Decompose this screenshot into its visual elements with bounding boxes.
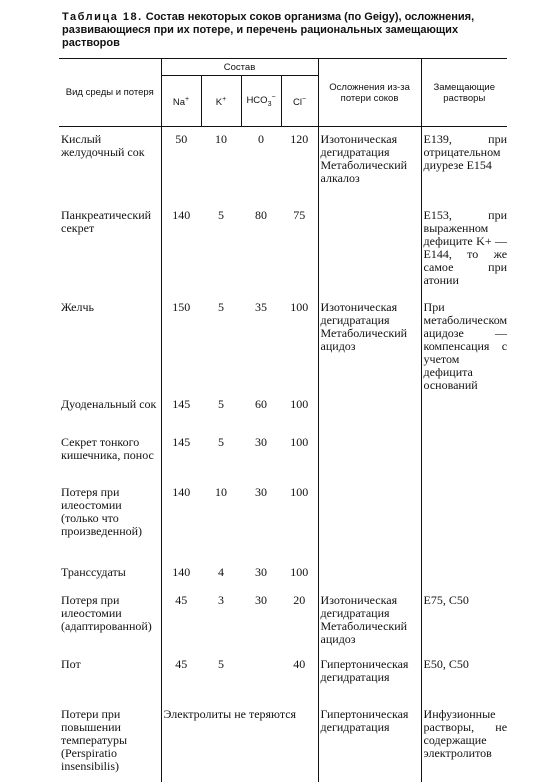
cell-hco3: 30 bbox=[255, 434, 267, 449]
cell-hco3 bbox=[241, 652, 281, 702]
cell-complications bbox=[318, 203, 421, 295]
header-solutions: Замещающие растворы bbox=[421, 59, 507, 127]
cell-merged-composition: Электролиты не теряются bbox=[161, 702, 318, 782]
cell-hco3: 0 bbox=[258, 132, 264, 146]
cell-na: 145 bbox=[172, 396, 191, 411]
header-k: K+ bbox=[201, 76, 241, 127]
header-na: Na+ bbox=[161, 76, 201, 127]
cell-hco3: 35 bbox=[255, 299, 267, 314]
header-hco3: $HCO_3^-$ bbox=[241, 76, 281, 127]
header-cl: Cl− bbox=[281, 76, 318, 127]
cell-complications: Изотоническая дегидратация Метаболический ацидоз bbox=[318, 588, 421, 652]
cell-complications bbox=[318, 560, 421, 588]
cell-complications bbox=[318, 480, 421, 560]
cell-solutions bbox=[421, 392, 507, 430]
cell-cl: 75 bbox=[281, 203, 318, 295]
row-name: Дуоденальный сок bbox=[59, 392, 161, 430]
cell-na: 140 bbox=[172, 564, 191, 579]
cell-k: 4 bbox=[218, 564, 224, 579]
cell-cl: 120 bbox=[281, 127, 318, 203]
cell-k: 5 bbox=[218, 207, 224, 222]
cell-solutions bbox=[421, 560, 507, 588]
row-name: Потери при повышении температуры (Perspiratio insensibilis) bbox=[59, 702, 161, 782]
cell-na: 145 bbox=[172, 434, 191, 449]
cell-solutions: E139, при отрицательном диурезе E154 bbox=[423, 132, 508, 172]
table-row bbox=[59, 588, 507, 652]
row-name: Транссудаты bbox=[59, 560, 161, 588]
cell-cl: 40 bbox=[281, 652, 318, 702]
table-caption bbox=[62, 11, 502, 50]
cell-solutions: Инфузионные растворы, не содержащие электролитов bbox=[423, 706, 508, 760]
cell-complications bbox=[318, 430, 421, 480]
cell-na: 45 bbox=[175, 592, 188, 607]
table-row bbox=[59, 392, 507, 430]
table-row bbox=[59, 702, 507, 782]
cell-cl: 100 bbox=[281, 480, 318, 560]
cell-na: 45 bbox=[175, 656, 188, 671]
cell-solutions: E153, при выраженном дефиците K+ — E144, то же самое при атонии bbox=[423, 207, 508, 287]
table-row bbox=[59, 480, 507, 560]
header-row-top bbox=[59, 59, 507, 76]
row-name: Секрет тонкого кишечника, понос bbox=[59, 430, 161, 480]
cell-hco3: 30 bbox=[255, 592, 267, 607]
table-row bbox=[59, 203, 507, 295]
cell-cl: 100 bbox=[281, 295, 318, 392]
row-name: Кислый желудочный сок bbox=[59, 127, 161, 203]
caption-text: Состав некоторых соков организма (по Geigy), осложнения, развивающиеся при их потере, и перечень рациональных замещающих растворов bbox=[62, 11, 475, 49]
cell-k: 5 bbox=[218, 299, 224, 314]
cell-k: 5 bbox=[218, 434, 224, 449]
row-name: Панкреатический секрет bbox=[59, 203, 161, 295]
cell-complications: Изотоническая дегидратация Метаболический алкалоз bbox=[318, 127, 421, 203]
header-composition: Состав bbox=[161, 59, 318, 76]
row-name: Потеря при илеостомии (адаптированной) bbox=[59, 588, 161, 652]
cell-k: 5 bbox=[218, 656, 224, 671]
header-complications: Осложнения из-за потери соков bbox=[318, 59, 421, 127]
row-name: Желчь bbox=[59, 295, 161, 392]
cell-hco3: 80 bbox=[255, 207, 267, 222]
cell-complications: Гипертоническая дегидратация bbox=[318, 652, 421, 702]
cell-k: 5 bbox=[218, 396, 224, 411]
cell-complications: Изотоническая дегидратация Метаболический ацидоз bbox=[318, 295, 421, 392]
cell-cl: 100 bbox=[281, 430, 318, 480]
cell-k: 10 bbox=[215, 484, 227, 499]
cell-solutions bbox=[421, 480, 507, 560]
row-name: Пот bbox=[59, 652, 161, 702]
cell-na: 150 bbox=[172, 299, 191, 314]
cell-k: 3 bbox=[218, 592, 224, 607]
cell-solutions bbox=[421, 430, 507, 480]
table-row bbox=[59, 295, 507, 392]
cell-solutions: E75, C50 bbox=[423, 592, 469, 607]
cell-complications bbox=[318, 392, 421, 430]
row-name: Потеря при илеостомии (только что произведенной) bbox=[59, 480, 161, 560]
cell-cl: 100 bbox=[281, 560, 318, 588]
table-row bbox=[59, 560, 507, 588]
cell-na: 50 bbox=[175, 132, 188, 146]
table-row bbox=[59, 127, 507, 203]
table-row bbox=[59, 652, 507, 702]
cell-na: 140 bbox=[172, 207, 191, 222]
header-medium: Вид среды и потеря bbox=[59, 59, 161, 127]
cell-solutions: При метаболическом ацидозе — компенсация с учетом дефицита оснований bbox=[423, 299, 508, 392]
cell-hco3: 30 bbox=[255, 484, 267, 499]
cell-cl: 100 bbox=[281, 392, 318, 430]
cell-cl: 20 bbox=[281, 588, 318, 652]
table-row bbox=[59, 430, 507, 480]
caption-label: Таблица 18. bbox=[62, 11, 143, 23]
cell-k: 10 bbox=[215, 132, 227, 146]
cell-hco3: 30 bbox=[255, 564, 267, 579]
composition-table bbox=[59, 58, 507, 782]
cell-complications: Гипертоническая дегидратация bbox=[318, 702, 421, 782]
cell-solutions: E50, C50 bbox=[423, 656, 469, 671]
cell-na: 140 bbox=[172, 484, 191, 499]
cell-hco3: 60 bbox=[255, 396, 267, 411]
